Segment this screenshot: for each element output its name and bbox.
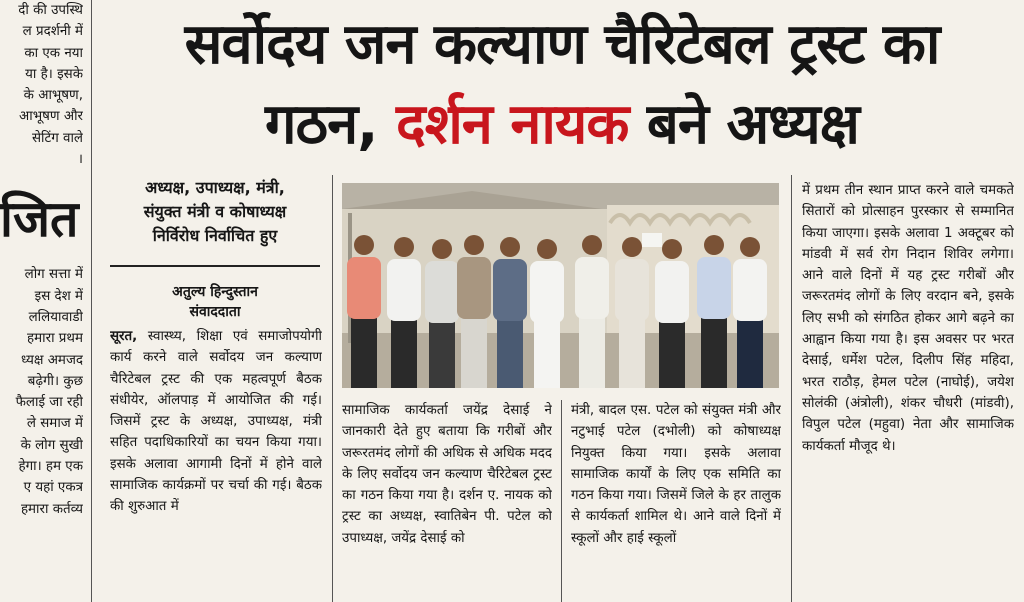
person-silhouette <box>733 237 767 388</box>
left-fragment-line: हमारा प्रथम <box>27 331 83 347</box>
left-fragment-line: । <box>77 152 83 168</box>
left-fragment-line: के आभूषण, <box>23 88 83 104</box>
article-column-4-text: में प्रथम तीन स्थान प्राप्त करने वाले चमकते सितारों को प्रोत्साहन पुरस्कार से सम्मानित किया जाएगा। इसके अलावा 1 अक्टूबर को मांडवी में सर्व रोग निदान शिविर लगेगा। आने वाले दिनों में यह ट्रस्ट गरीबों और जरूरतमंद लोगों के लिए वरदान बने, इसके लिए सभी को संगठित होकर आगे बढ़ने का आह्वान किया गया है। इस अवसर पर भरत देसाई, धर्मेश पटेल, दिलीप सिंह महिदा, भरत राठौड़, हेमल पटेल (नाघोई), जयेश सोलंकी (अंत्रोली), शंकर चौधरी (मांडवी), विपुल पटेल (महुवा) नेता और सामाजिक कार्यकर्ता मौजूद थे। <box>802 183 1014 454</box>
headline-line-2 <box>104 90 1020 160</box>
byline <box>110 282 320 322</box>
left-fragment-line: हमारा कर्तव्य <box>20 501 83 517</box>
left-fragment-line: ए यहां एकत्र <box>23 480 83 496</box>
subheadline-line-1: अध्यक्ष, उपाध्यक्ष, मंत्री, <box>145 178 285 197</box>
dateline: सूरत, <box>110 329 138 344</box>
left-fragment-line: ललियावाडी <box>28 309 83 325</box>
left-fragment-text-bottom <box>0 264 83 520</box>
subhead-rule <box>110 265 320 267</box>
column-divider <box>561 400 562 602</box>
article-column-3-text: मंत्री, बादल एस. पटेल को संयुक्त मंत्री और नटुभाई पटेल (दभोली) को कोषाध्यक्ष नियुक्त किया गया। इसके अलावा सामाजिक कार्यों के लिए एक समिति का गठन किया गया। जिसमें जिले के हर तालुक से कार्यकर्ता शामिल थे। आने वाले दिनों में स्कूलों और हाई स्कूलों <box>571 403 781 546</box>
article-column-3 <box>571 400 781 602</box>
person-silhouette <box>615 237 649 388</box>
left-fragment-line: हेगा। हम एक <box>18 459 83 475</box>
left-fragment-big-word: जित <box>0 190 79 249</box>
person-silhouette <box>387 237 421 388</box>
article-column-2 <box>342 400 552 602</box>
column-divider <box>91 0 92 602</box>
group-photo <box>342 183 779 388</box>
column-divider <box>791 175 792 602</box>
subheadline-line-3: निर्विरोध निर्वाचित हुए <box>152 226 278 245</box>
left-fragment-text-top <box>0 0 83 170</box>
left-fragment-line: इस देश में <box>34 288 83 304</box>
article-column-1 <box>110 326 322 602</box>
column-divider <box>332 175 333 602</box>
person-silhouette <box>575 235 609 388</box>
headline-line-1: सर्वोदय जन कल्याण चैरिटेबल ट्रस्ट का <box>184 12 940 77</box>
left-fragment-line: ध्यक्ष अमजद <box>21 352 83 368</box>
person-silhouette <box>347 235 381 388</box>
left-fragment-line: सेटिंग वाले <box>31 130 83 146</box>
byline-role: संवाददाता <box>189 304 241 320</box>
left-fragment-line: या है। इसके <box>25 66 83 82</box>
byline-agency: अतुल्य हिन्दुस्तान <box>172 284 258 300</box>
article-column-1-text: स्वास्थ्य, शिक्षा एवं समाजोपयोगी कार्य करने वाले सर्वोदय जन कल्याण चैरिटेबल ट्रस्ट की एक महत्वपूर्ण बैठक संधीयेर, ऑलपाड़ में आयोजित की गई। जिसमें ट्रस्ट के अध्यक्ष, उपाध्यक्ष, मंत्री सहित पदाधिकारियों का चयन किया गया। इसके अलावा आगामी दिनों में होने वाले सामाजिक कार्यक्रमों पर चर्चा की गई। बैठक की शुरुआत में <box>110 329 322 515</box>
left-fragment-line: आभूषण और <box>19 109 83 125</box>
group-photo-illustration <box>342 183 779 388</box>
article-column-4 <box>802 180 1014 602</box>
left-fragment-line: फैलाई जा रही <box>15 395 83 411</box>
person-silhouette <box>493 237 527 388</box>
article-column-2-text: सामाजिक कार्यकर्ता जयेंद्र देसाई ने जानकारी देते हुए बताया कि गरीबों और जरूरतमंद लोगों की अधिक से अधिक मदद के लिए सर्वोदय जन कल्याण चैरिटेबल ट्रस्ट का गठन किया गया है। दर्शन ए. नायक को ट्रस्ट का अध्यक्ष, स्वातिबेन पी. पटेल को उपाध्यक्ष, जयेंद्र देसाई को <box>342 403 552 546</box>
headline-prefix: गठन, <box>265 92 396 157</box>
person-silhouette <box>457 235 491 388</box>
left-fragment-line: लोग सत्ता में <box>24 267 83 283</box>
headline-highlight: दर्शन नायक <box>395 92 629 157</box>
subheadline <box>110 176 320 248</box>
subheadline-line-2: संयुक्त मंत्री व कोषाध्यक्ष <box>143 202 287 221</box>
left-fragment-line: बढ़ेगी। कुछ <box>27 373 83 389</box>
left-fragment-line: के लोग सुखी <box>20 437 83 453</box>
left-fragment-line: का एक नया <box>24 45 83 61</box>
headline-suffix: बने अध्यक्ष <box>628 92 859 157</box>
person-silhouette <box>697 235 731 388</box>
left-fragment-line: ल प्रदर्शनी में <box>22 24 83 40</box>
left-fragment-line: ले समाज में <box>26 416 83 432</box>
left-fragment-column <box>0 0 83 602</box>
left-fragment-line: दी की उपस्थि <box>18 3 83 18</box>
